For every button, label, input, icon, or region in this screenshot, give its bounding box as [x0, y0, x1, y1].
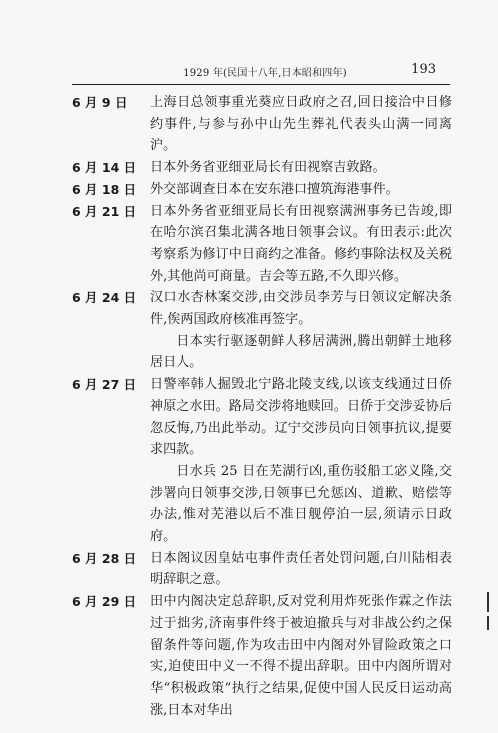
entry-date: 6 月 14 日: [72, 160, 137, 176]
entry-text: 汉口水杏林案交涉,由交涉员李芳与日领议定解决条件,俟两国政府核准再签字。: [150, 290, 452, 328]
entry-text: 日本外务省亚细亚局长有田视察吉敦路。: [150, 160, 386, 176]
chronology-entry: [72, 201, 452, 288]
entry-date: 6 月 29 日: [72, 594, 137, 610]
entry-date: 6 月 18 日: [72, 181, 137, 197]
chronology-entry: [72, 157, 452, 179]
page-number: 193: [411, 62, 436, 77]
page-header: [80, 62, 450, 82]
header-rule: [72, 84, 450, 85]
entry-text: 上海日总领事重光葵应日政府之召,回日接洽中日修约事件,与参与孙中山先生葬礼代表头山满一同离沪。: [150, 95, 452, 154]
entry-date: 6 月 9 日: [72, 95, 128, 110]
entry-date: 6 月 21 日: [72, 203, 137, 219]
entry-paragraph: 日水兵 25 日在芜湖行凶,重伤驳船工宓义隆,交涉署向日领事交涉,日领事已允惩凶、道歉、赔偿等办法,惟对芜港以后不准日舰停泊一层,须请示日政府。: [150, 463, 452, 545]
chronology-entry: [72, 591, 452, 721]
entry-text: 日警率韩人掘毁北宁路北陵支线,以该支线通过日侨神原之水田。路局交涉将地赎回。日侨于交涉妥协后忽反悔,乃出此举动。辽宁交涉员向日领事抗议,提要求四款。: [150, 377, 452, 458]
chronology-entry: [72, 179, 452, 201]
entry-date: 6 月 24 日: [72, 290, 137, 306]
scan-edge-mark: [487, 592, 489, 612]
chronology-entry: [72, 92, 452, 157]
entry-text: 日本外务省亚细亚局长有田视察满洲事务已告竣,即在哈尔滨召集北满各地日领事会议。有田表示:此次考察系为修订中日商约之准备。修约事除法权及关税外,其他尚可商量。吉会等五路,不久即兴修。: [150, 203, 452, 284]
entry-text: 外交部调查日本在安东港口擅筑海港事件。: [150, 181, 399, 197]
entry-text: 田中内阁决定总辞职,反对党利用炸死张作霖之作法过于拙劣,济南事件终于被迫撤兵与对非战公约之保留条件等问题,作为攻击田中内阁对外冒险政策之口实,迫使田中义一不得不提出辞职。田中内阁所谓对华“积极政策”执行之结果,促使中国人民反日运动高涨,日本对华出: [150, 594, 452, 718]
entry-text: 日本阁议因皇姑屯事件责任者处罚问题,白川陆相表明辞职之意。: [150, 550, 452, 588]
running-title: 1929 年(民国十八年,日本昭和四年): [183, 68, 347, 79]
entry-date: 6 月 28 日: [72, 550, 137, 566]
chronology-entry: [72, 374, 452, 461]
chronology-body: [72, 92, 452, 721]
entry-paragraph: 日本实行驱逐朝鲜人移居满洲,腾出朝鲜土地移居日人。: [150, 333, 452, 371]
entry-date: 6 月 27 日: [72, 377, 137, 393]
scan-edge-mark: [487, 616, 489, 630]
chronology-entry: [72, 287, 452, 330]
chronology-entry: [72, 548, 452, 591]
